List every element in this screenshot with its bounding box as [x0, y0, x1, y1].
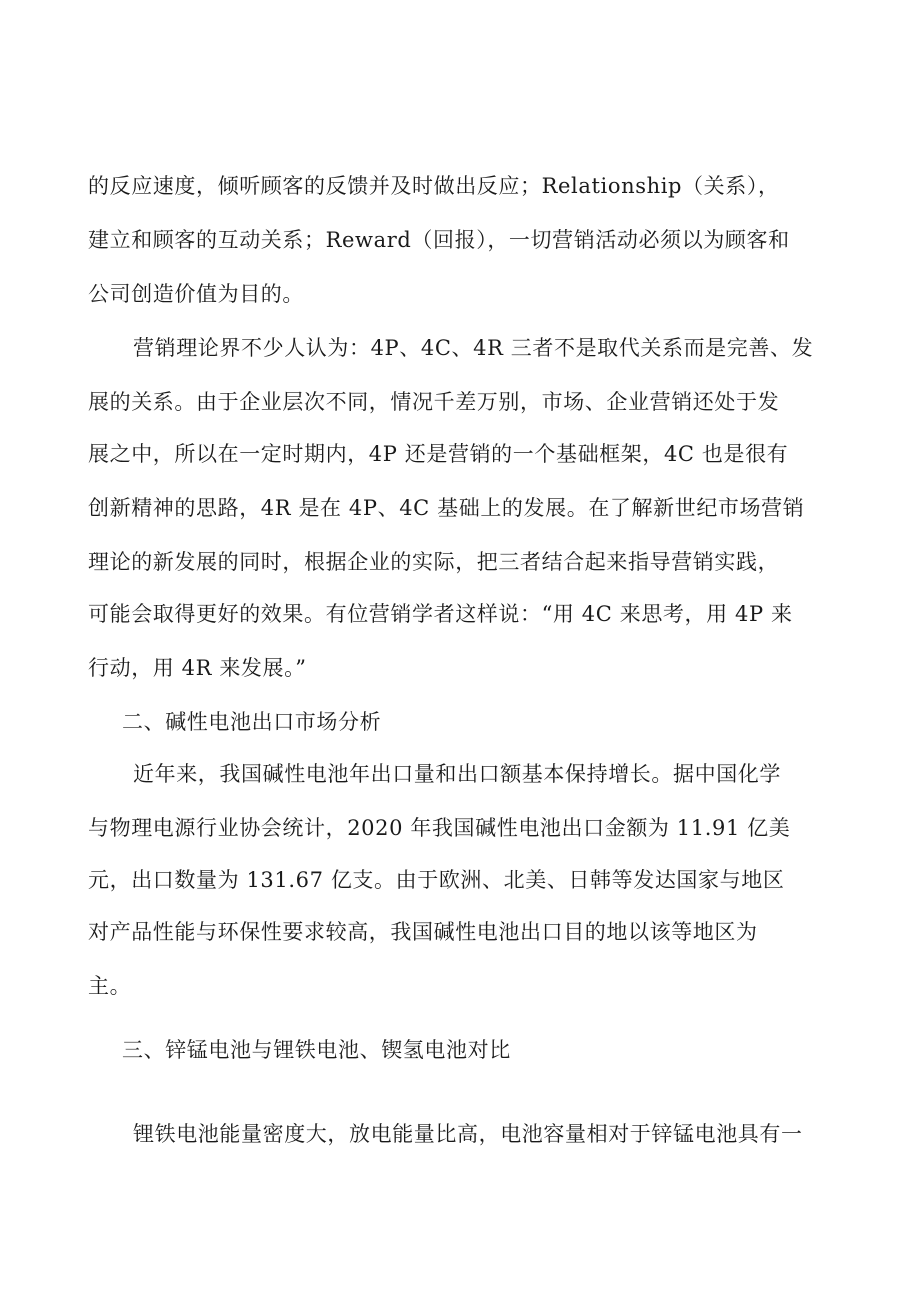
text-line: 可能会取得更好的效果。有位营销学者这样说：“用 4C 来思考，用 4P 来 [88, 602, 793, 626]
text-line: 展的关系。由于企业层次不同，情况千差万别，市场、企业营销还处于发 [88, 390, 780, 414]
text-line: 的反应速度，倾听顾客的反馈并及时做出反应；Relationship（关系）， [88, 174, 780, 198]
text-line: 元，出口数量为 131.67 亿支。由于欧洲、北美、日韩等发达国家与地区 [88, 868, 785, 892]
section-heading: 三、锌锰电池与锂铁电池、锲氢电池对比 [122, 1038, 511, 1062]
text-line: 主。 [88, 974, 132, 998]
text-line: 营销理论界不少人认为：4P、4C、4R 三者不是取代关系而是完善、发 [133, 336, 814, 360]
text-line: 与物理电源行业协会统计，2020 年我国碱性电池出口金额为 11.91 亿美 [88, 816, 791, 840]
text-line: 展之中，所以在一定时期内，4P 还是营销的一个基础框架，4C 也是很有 [88, 442, 789, 466]
text-line: 理论的新发展的同时，根据企业的实际，把三者结合起来指导营销实践， [88, 550, 780, 574]
text-line: 对产品性能与环保性要求较高，我国碱性电池出口目的地以该等地区为 [88, 920, 758, 944]
text-line: 锂铁电池能量密度大，放电能量比高，电池容量相对于锌锰电池具有一 [133, 1122, 803, 1146]
text-line: 行动，用 4R 来发展。” [88, 656, 307, 680]
text-line: 公司创造价值为目的。 [88, 282, 304, 306]
section-heading: 二、碱性电池出口市场分析 [122, 710, 382, 734]
text-line: 近年来，我国碱性电池年出口量和出口额基本保持增长。据中国化学 [133, 762, 781, 786]
text-line: 创新精神的思路，4R 是在 4P、4C 基础上的发展。在了解新世纪市场营销 [88, 496, 805, 520]
text-line: 建立和顾客的互动关系；Reward（回报），一切营销活动必须以为顾客和 [88, 228, 790, 252]
